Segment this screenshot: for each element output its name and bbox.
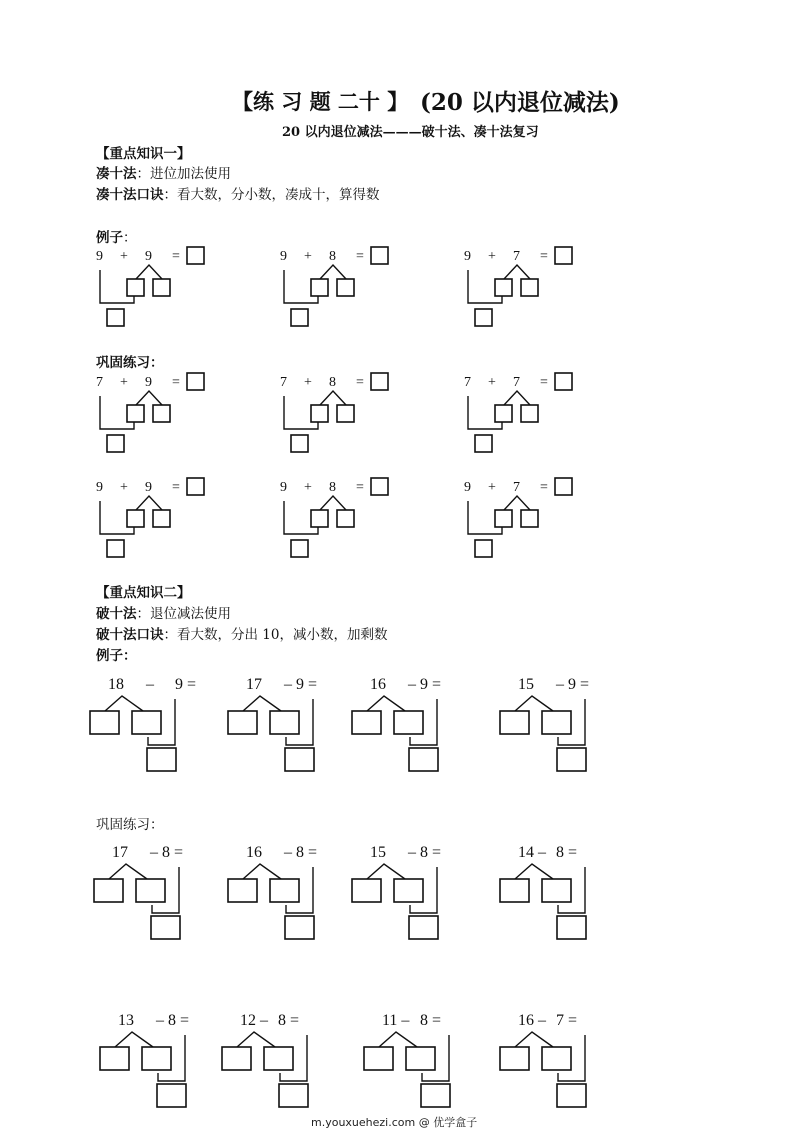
knowledge2-method-text: ：退位减法使用 <box>136 606 231 622</box>
knowledge2-example-label: 例子： <box>96 648 137 664</box>
knowledge1-rhyme-text: ：看大数，分小数，凑成十，算得数 <box>163 187 380 203</box>
addend-b: 7 <box>513 480 520 495</box>
page-title-left: 【练 习 题 二十 】 <box>232 89 409 114</box>
result-box[interactable] <box>421 1084 450 1107</box>
split-branches <box>320 265 346 279</box>
split-box-ten[interactable] <box>228 711 257 734</box>
addend-a: 7 <box>464 375 471 390</box>
split-branches <box>136 391 162 405</box>
minus-part: 7 = <box>556 1012 578 1029</box>
split-branches <box>243 864 281 879</box>
split-box-ten[interactable] <box>500 711 529 734</box>
split-box-right[interactable] <box>521 279 538 296</box>
split-box-left[interactable] <box>311 510 328 527</box>
split-box-left[interactable] <box>127 510 144 527</box>
equals-sign: = <box>540 480 548 495</box>
result-box[interactable] <box>285 748 314 771</box>
plus-sign: + <box>488 249 496 264</box>
minus-part: 8 = <box>556 844 578 861</box>
knowledge1-practice-label: 巩固练习： <box>96 355 164 371</box>
minuend: 15 <box>370 844 386 861</box>
addend-a: 9 <box>280 480 287 495</box>
addend-a: 7 <box>96 375 103 390</box>
combine-bracket <box>284 396 318 429</box>
result-box[interactable] <box>557 748 586 771</box>
knowledge2-practice-label: 巩固练习： <box>96 817 164 833</box>
combine-bracket <box>468 396 502 429</box>
plus-sign: + <box>120 375 128 390</box>
result-box[interactable] <box>409 916 438 939</box>
plus-sign: + <box>304 249 312 264</box>
knowledge1-example-label: 例子 <box>96 230 123 246</box>
intermediate-box[interactable] <box>107 435 124 452</box>
split-box-ten[interactable] <box>228 879 257 902</box>
plus-sign: + <box>488 480 496 495</box>
split-box-right[interactable] <box>521 510 538 527</box>
split-box-rest[interactable] <box>132 711 161 734</box>
minus-part: – 8 = <box>150 844 184 861</box>
subtrahend-part: 9 = <box>175 676 197 693</box>
addend-b: 8 <box>329 375 336 390</box>
addend-a: 9 <box>464 249 471 264</box>
minuend: 11 – <box>382 1012 410 1029</box>
split-box-rest[interactable] <box>264 1047 293 1070</box>
split-box-ten[interactable] <box>500 1047 529 1070</box>
result-box[interactable] <box>409 748 438 771</box>
split-box-ten[interactable] <box>352 879 381 902</box>
split-box-ten[interactable] <box>364 1047 393 1070</box>
equals-sign: = <box>172 480 180 495</box>
addend-b: 8 <box>329 249 336 264</box>
addend-b: 7 <box>513 375 520 390</box>
equals-sign: = <box>540 375 548 390</box>
minus-part: 8 = <box>420 1012 442 1029</box>
minuend: 12 – <box>240 1012 268 1029</box>
page-title-right: (20 以内退位减法) <box>420 89 620 116</box>
combine-bracket <box>284 501 318 534</box>
minus-part: – 8 = <box>156 1012 190 1029</box>
addend-b: 7 <box>513 249 520 264</box>
answer-box[interactable] <box>555 478 572 495</box>
split-box-ten[interactable] <box>222 1047 251 1070</box>
addend-a: 9 <box>280 249 287 264</box>
split-box-rest[interactable] <box>394 879 423 902</box>
split-box-ten[interactable] <box>100 1047 129 1070</box>
combine-bracket <box>284 270 318 303</box>
minuend: 17 <box>112 844 128 861</box>
split-branches <box>243 696 281 711</box>
plus-sign: + <box>304 375 312 390</box>
addend-b: 8 <box>329 480 336 495</box>
split-box-rest[interactable] <box>270 711 299 734</box>
split-branches <box>320 391 346 405</box>
minus-part: – 9 = <box>284 676 318 693</box>
split-box-rest[interactable] <box>270 879 299 902</box>
split-branches <box>367 864 405 879</box>
split-branches <box>320 496 346 510</box>
combine-bracket <box>100 396 134 429</box>
result-box[interactable] <box>147 748 176 771</box>
split-branches <box>105 696 143 711</box>
minuend: 16 <box>370 676 386 693</box>
knowledge2-rhyme-text: ：看大数，分出 10，减小数，加剩数 <box>163 627 388 643</box>
minuend: 18 <box>108 676 124 693</box>
intermediate-box[interactable] <box>107 309 124 326</box>
split-box-rest[interactable] <box>542 1047 571 1070</box>
result-box[interactable] <box>151 916 180 939</box>
plus-sign: + <box>488 375 496 390</box>
split-branches <box>136 496 162 510</box>
intermediate-box[interactable] <box>475 540 492 557</box>
split-box-left[interactable] <box>495 510 512 527</box>
knowledge1-rhyme-label: 凑十法口诀 <box>96 187 164 203</box>
minus-part: – 8 = <box>284 844 318 861</box>
equals-sign: = <box>172 375 180 390</box>
knowledge1-method-label: 凑十法 <box>96 166 137 182</box>
split-box-right[interactable] <box>153 279 170 296</box>
intermediate-box[interactable] <box>291 309 308 326</box>
equals-sign: = <box>356 375 364 390</box>
split-box-ten[interactable] <box>500 879 529 902</box>
combine-bracket <box>100 270 134 303</box>
split-branches <box>504 391 530 405</box>
result-box[interactable] <box>557 916 586 939</box>
split-box-rest[interactable] <box>406 1047 435 1070</box>
split-branches <box>515 864 553 879</box>
minus-part: – 9 = <box>408 676 442 693</box>
split-branches <box>515 1032 553 1047</box>
plus-sign: + <box>120 480 128 495</box>
knowledge1-method-text: ：进位加法使用 <box>136 166 231 182</box>
result-box[interactable] <box>157 1084 186 1107</box>
intermediate-box[interactable] <box>475 435 492 452</box>
addend-b: 9 <box>145 375 152 390</box>
split-box-left[interactable] <box>127 405 144 422</box>
equals-sign: = <box>540 249 548 264</box>
plus-sign: + <box>304 480 312 495</box>
split-box-rest[interactable] <box>542 879 571 902</box>
split-branches <box>115 1032 153 1047</box>
intermediate-box[interactable] <box>291 435 308 452</box>
answer-box[interactable] <box>187 478 204 495</box>
knowledge1-heading: 【重点知识一】 <box>96 146 191 162</box>
split-box-rest[interactable] <box>542 711 571 734</box>
addend-a: 9 <box>96 480 103 495</box>
knowledge2-rhyme-label: 破十法口诀 <box>96 627 164 643</box>
intermediate-box[interactable] <box>107 540 124 557</box>
equals-sign: = <box>356 249 364 264</box>
split-box-right[interactable] <box>337 279 354 296</box>
split-box-ten[interactable] <box>94 879 123 902</box>
plus-sign: + <box>120 249 128 264</box>
split-box-ten[interactable] <box>90 711 119 734</box>
split-branches <box>379 1032 417 1047</box>
split-box-rest[interactable] <box>136 879 165 902</box>
split-box-rest[interactable] <box>394 711 423 734</box>
page-subtitle: 20 以内退位减法———破十法、凑十法复习 <box>282 125 539 140</box>
minus-part: – 9 = <box>556 676 590 693</box>
minuend: 14 – <box>518 844 546 861</box>
combine-bracket <box>468 501 502 534</box>
minus-part: – 8 = <box>408 844 442 861</box>
result-box[interactable] <box>557 1084 586 1107</box>
combine-bracket <box>100 501 134 534</box>
answer-box[interactable] <box>187 247 204 264</box>
addend-a: 9 <box>96 249 103 264</box>
answer-box[interactable] <box>371 247 388 264</box>
split-box-left[interactable] <box>495 405 512 422</box>
intermediate-box[interactable] <box>475 309 492 326</box>
answer-box[interactable] <box>555 373 572 390</box>
split-box-left[interactable] <box>311 279 328 296</box>
knowledge2-heading: 【重点知识二】 <box>96 585 191 601</box>
intermediate-box[interactable] <box>291 540 308 557</box>
combine-bracket <box>468 270 502 303</box>
split-box-right[interactable] <box>337 510 354 527</box>
result-box[interactable] <box>279 1084 308 1107</box>
minuend: 13 <box>118 1012 134 1029</box>
split-branches <box>504 496 530 510</box>
addend-a: 7 <box>280 375 287 390</box>
equals-sign: = <box>172 249 180 264</box>
minuend: 17 <box>246 676 262 693</box>
answer-box[interactable] <box>555 247 572 264</box>
split-box-ten[interactable] <box>352 711 381 734</box>
split-box-right[interactable] <box>337 405 354 422</box>
minus-part: – <box>146 676 154 693</box>
minuend: 16 <box>246 844 262 861</box>
split-box-left[interactable] <box>127 279 144 296</box>
minus-part: 8 = <box>278 1012 300 1029</box>
split-branches <box>109 864 147 879</box>
split-box-left[interactable] <box>311 405 328 422</box>
minuend: 15 <box>518 676 534 693</box>
addend-b: 9 <box>145 480 152 495</box>
knowledge2-method-label: 破十法 <box>96 606 137 622</box>
split-box-right[interactable] <box>153 510 170 527</box>
split-branches <box>367 696 405 711</box>
split-box-right[interactable] <box>153 405 170 422</box>
split-branches <box>504 265 530 279</box>
footer-watermark: m.youxuehezi.com @ 优学盒子 <box>311 1116 478 1129</box>
result-box[interactable] <box>285 916 314 939</box>
split-box-rest[interactable] <box>142 1047 171 1070</box>
answer-box[interactable] <box>187 373 204 390</box>
split-branches <box>237 1032 275 1047</box>
answer-box[interactable] <box>371 373 388 390</box>
addend-b: 9 <box>145 249 152 264</box>
split-branches <box>136 265 162 279</box>
split-box-right[interactable] <box>521 405 538 422</box>
answer-box[interactable] <box>371 478 388 495</box>
minuend: 16 – <box>518 1012 546 1029</box>
split-box-left[interactable] <box>495 279 512 296</box>
addend-a: 9 <box>464 480 471 495</box>
split-branches <box>515 696 553 711</box>
knowledge1-example-colon: ： <box>123 230 137 246</box>
equals-sign: = <box>356 480 364 495</box>
